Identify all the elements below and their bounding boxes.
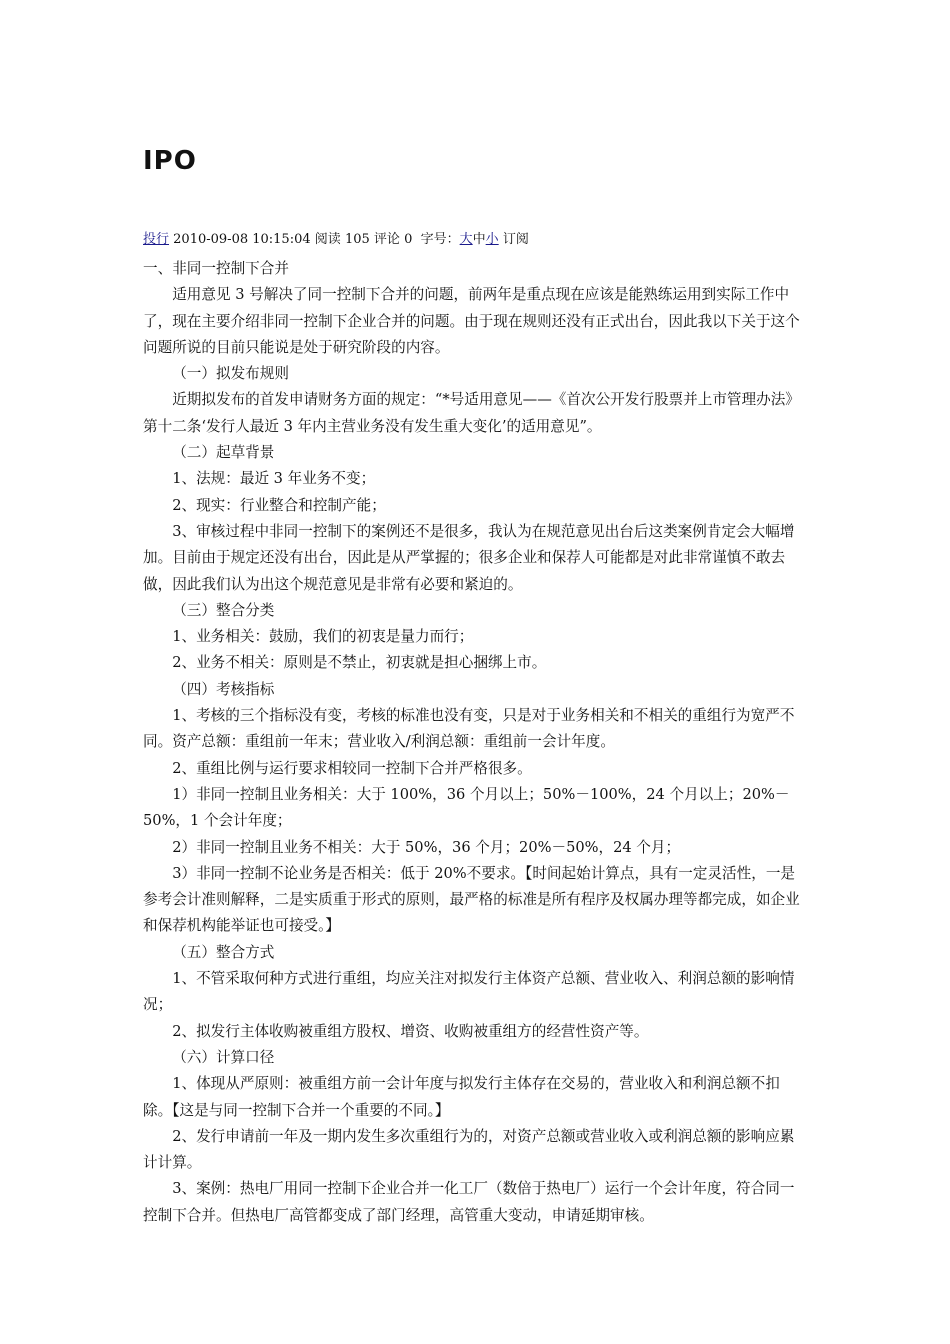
subsection-heading: （一）拟发布规则 <box>172 365 289 383</box>
subsection-heading: （六）计算口径 <box>172 1048 275 1066</box>
paragraph: 1、业务相关：鼓励，我们的初衷是量力而行； <box>172 628 474 646</box>
subsection-heading: （三）整合分类 <box>172 601 275 619</box>
author-link[interactable]: 投行 <box>143 232 170 247</box>
font-size-large-link[interactable]: 大 <box>459 232 473 247</box>
paragraph: 2、拟发行主体收购被重组方股权、增资、收购被重组方的经营性资产等。 <box>172 1022 649 1040</box>
paragraph: 2、发行申请前一年及一期内发生多次重组行为的，对资产总额或营业收入或利润总额的影响应累计计算。 <box>143 1127 795 1172</box>
paragraph: 1）非同一控制且业务相关：大于 100%，36 个月以上；50%－100%，24 个月以上；20%－50%，1 个会计年度； <box>143 785 790 830</box>
subsection-heading: （五）整合方式 <box>172 943 275 961</box>
read-count: 105 <box>344 232 370 247</box>
page-title: IPO <box>143 146 197 176</box>
section-heading: 一、非同一控制下合并 <box>143 260 289 277</box>
subsection-heading: （四）考核指标 <box>172 680 275 698</box>
paragraph: 3、审核过程中非同一控制下的案例还不是很多，我认为在规范意见出台后这类案例肯定会大幅增加。目前由于规定还没有出台，因此是从严掌握的；很多企业和保荐人可能都是对此非常谨慎不敢去做，因此我们认为出这个规范意见是非常有必要和紧迫的。 <box>143 522 795 593</box>
font-size-small-link[interactable]: 小 <box>485 232 499 247</box>
paragraph: 3）非同一控制不论业务是否相关：低于 20%不要求。【时间起始计算点，具有一定灵活性，一是参考会计准则解释，二是实质重于形式的原则，最严格的标准是所有程序及权属办理等都完成，如企业和保荐机构能举证也可接受。】 <box>143 864 800 935</box>
paragraph: 1、法规：最近 3 年业务不变； <box>172 470 376 488</box>
read-label: 阅读 <box>314 232 341 247</box>
paragraph: 2、重组比例与运行要求相较同一控制下合并严格很多。 <box>172 759 532 777</box>
post-datetime: 2010-09-08 10:15:04 <box>173 232 311 247</box>
paragraph: 1、考核的三个指标没有变，考核的标准也没有变，只是对于业务相关和不相关的重组行为宽严不同。资产总额：重组前一年末；营业收入/利润总额：重组前一会计年度。 <box>143 707 795 751</box>
paragraph: 2、业务不相关：原则是不禁止，初衷就是担心捆绑上市。 <box>172 654 547 672</box>
paragraph: 2、现实：行业整合和控制产能； <box>172 496 386 514</box>
font-size-medium: 中 <box>472 232 486 247</box>
article-body <box>143 256 808 1229</box>
comment-label: 评论 <box>373 232 400 247</box>
paragraph: 1、体现从严原则：被重组方前一会计年度与拟发行主体存在交易的，营业收入和利润总额不扣除。【这是与同一控制下合并一个重要的不同。】 <box>143 1075 780 1119</box>
article-meta <box>143 230 529 250</box>
subscribe-link[interactable]: 订阅 <box>502 232 529 247</box>
font-size-label: 字号： <box>420 232 460 247</box>
paragraph: 1、不管采取何种方式进行重组，均应关注对拟发行主体资产总额、营业收入、利润总额的影响情况； <box>143 970 795 1014</box>
paragraph: 近期拟发布的首发申请财务方面的规定：“*号适用意见——《首次公开发行股票并上市管理办法》第十二条‘发行人最近 3 年内主营业务没有发生重大变化’的适用意见”。 <box>143 391 800 435</box>
comment-count: 0 <box>404 232 413 247</box>
subsection-heading: （二）起草背景 <box>172 444 275 462</box>
paragraph: 适用意见 3 号解决了同一控制下合并的问题，前两年是重点现在应该是能熟练运用到实际工作中了，现在主要介绍非同一控制下企业合并的问题。由于现在规则还没有正式出台，因此我以下关于这个问题所说的目前只能说是处于研究阶段的内容。 <box>143 286 800 356</box>
paragraph: 2）非同一控制且业务不相关：大于 50%，36 个月；20%－50%，24 个月； <box>172 838 681 856</box>
paragraph: 3、案例：热电厂用同一控制下企业合并一化工厂（数倍于热电厂）运行一个会计年度，符合同一控制下合并。但热电厂高管都变成了部门经理，高管重大变动，申请延期审核。 <box>143 1180 795 1224</box>
